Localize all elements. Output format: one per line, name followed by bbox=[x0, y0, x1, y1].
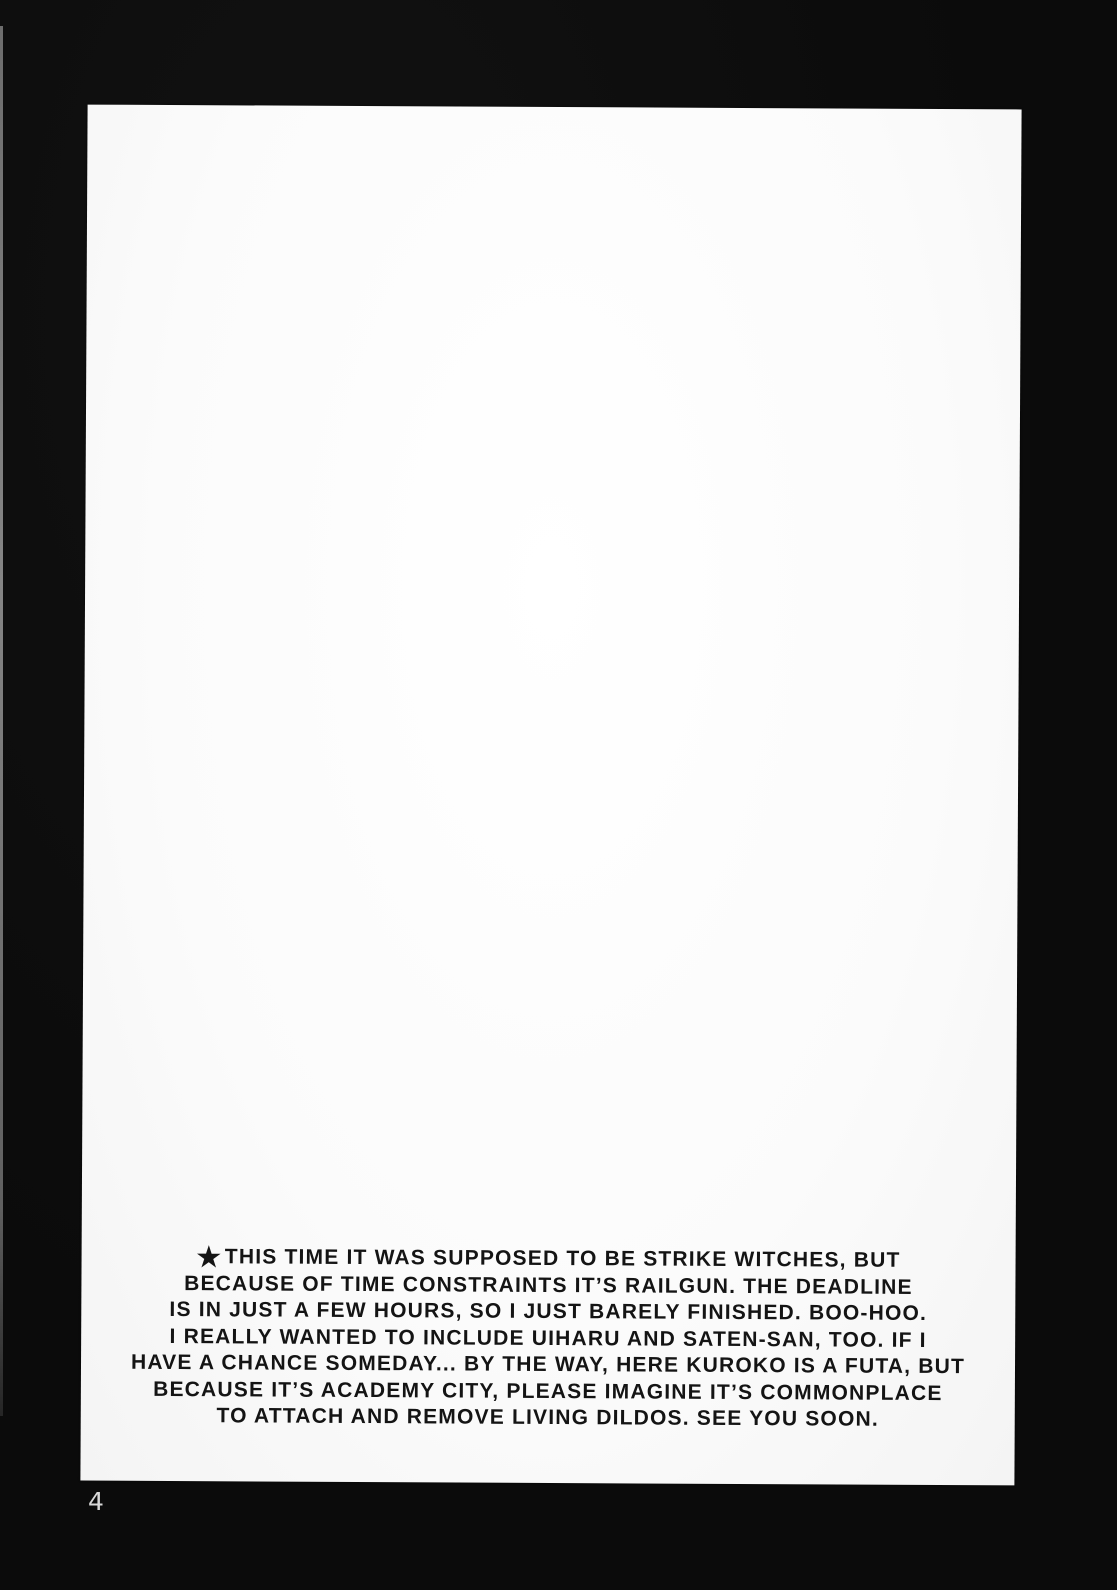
afterword-text-block bbox=[81, 1244, 1016, 1434]
star-icon: ★ bbox=[196, 1242, 221, 1273]
afterword-line: TO ATTACH AND REMOVE LIVING DILDOS. SEE YOU SOON. bbox=[216, 1404, 879, 1431]
afterword-line: HAVE A CHANCE SOMEDAY... BY THE WAY, HERE KUROKO IS A FUTA, BUT bbox=[130, 1350, 966, 1379]
afterword-line: BECAUSE OF TIME CONSTRAINTS IT’S RAILGUN. THE DEADLINE bbox=[184, 1271, 913, 1299]
scanner-edge-highlight bbox=[0, 26, 3, 1416]
afterword-line bbox=[82, 1244, 1016, 1275]
page-number: 4 bbox=[88, 1487, 105, 1516]
manga-page bbox=[80, 105, 1021, 1486]
afterword-line: IS IN JUST A FEW HOURS, SO I JUST BARELY FINISHED. BOO-HOO. bbox=[169, 1298, 928, 1325]
afterword-line: I REALLY WANTED TO INCLUDE UIHARU AND SATEN-SAN, TOO. IF I bbox=[169, 1324, 927, 1352]
afterword-line-text: THIS TIME IT WAS SUPPOSED TO BE STRIKE WITCHES, BUT bbox=[224, 1245, 901, 1272]
afterword-line: BECAUSE IT’S ACADEMY CITY, PLEASE IMAGINE IT’S COMMONPLACE bbox=[153, 1377, 943, 1405]
